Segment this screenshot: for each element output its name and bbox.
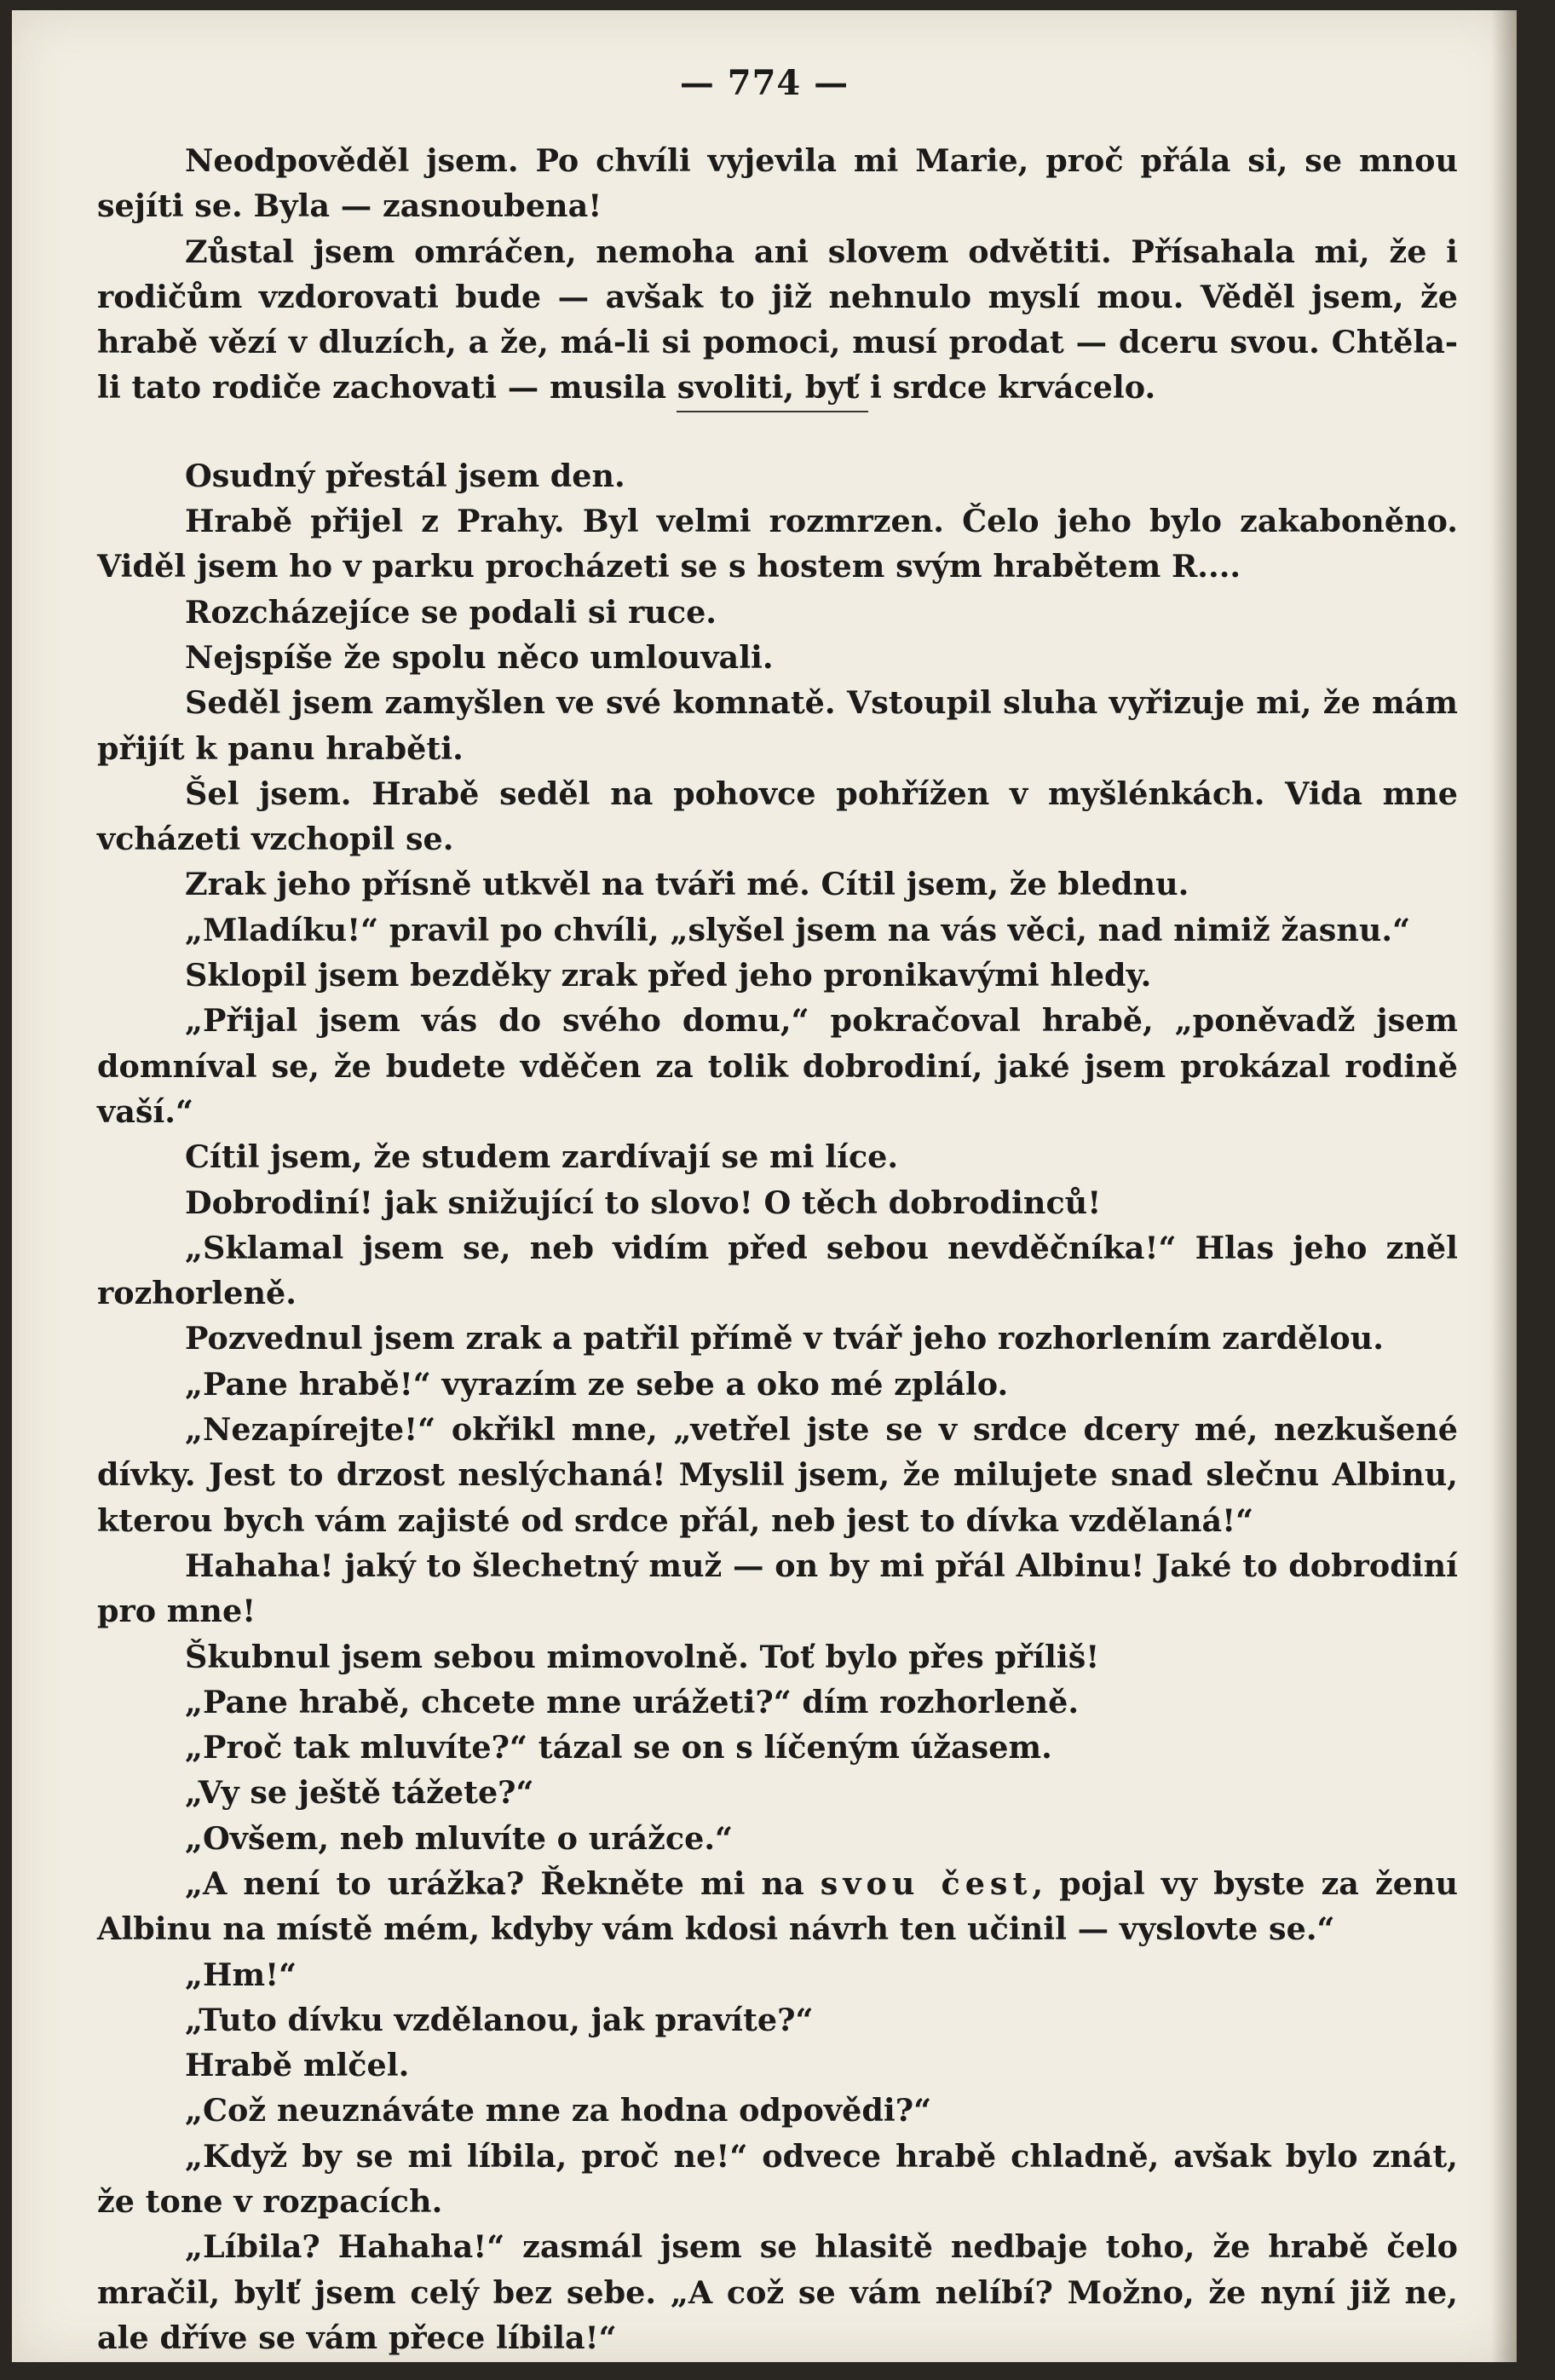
paragraph: „Nezapírejte!“ okřikl mne, „vetřel jste se v srdce dcery mé, nezkušené dívky. Jest to drzost neslýchaná! Myslil jsem, že milujete snad slečnu Albinu, kterou bych vám zajisté od srdce přál, neb jest to dívka vzdělaná!“ xyxy=(97,1411,1458,1539)
paragraph: Škubnul jsem sebou mimovolně. Toť bylo přes příliš! xyxy=(185,1638,1100,1675)
paragraph: Sklopil jsem bezděky zrak před jeho pronikavými hledy. xyxy=(185,957,1152,994)
paragraph: Zrak jeho přísně utkvěl na tváři mé. Cítil jsem, že blednu. xyxy=(185,866,1189,903)
section-divider xyxy=(677,411,868,412)
paragraph: „Přijal jsem vás do svého domu,“ pokračoval hrabě, „poněvadž jsem domníval se, že budete vděčen za tolik dobrodiní, jaké jsem prokázal rodině vaší.“ xyxy=(97,1002,1458,1130)
paragraph: Seděl jsem zamyšlen ve své komnatě. Vstoupil sluha vyřizuje mi, že mám přijít k panu hraběti. xyxy=(97,684,1458,767)
paragraph: Hrabě mlčel. xyxy=(185,2047,410,2084)
honor-text-after: , pojal vy byste za ženu Albinu na místě mém, kdyby vám kdosi návrh ten učinil — vyslovte se.“ xyxy=(97,1864,1459,1948)
paragraph: „Když by se mi líbila, proč ne!“ odvece hrabě chladně, avšak bylo znát, že tone v rozpacích. xyxy=(97,2137,1458,2221)
paragraph: Osudný přestál jsem den. xyxy=(185,457,625,494)
book-page xyxy=(12,10,1517,2362)
honor-text-before: „A není to urážka? Řekněte mi na xyxy=(185,1864,821,1902)
paragraph: Dobrodiní! jak snižující to slovo! O těch dobrodinců! xyxy=(185,1184,1102,1221)
paragraph: „Proč tak mluvíte?“ tázal se on s líčeným úžasem. xyxy=(185,1729,1052,1766)
paragraph: Nejspíše že spolu něco umlouvali. xyxy=(185,638,774,676)
paragraph: Cítil jsem, že studem zardívají se mi líce. xyxy=(185,1138,899,1176)
paragraph: „Tuto dívku vzdělanou, jak pravíte?“ xyxy=(185,2001,814,2038)
paragraph: Šel jsem. Hrabě seděl na pohovce pohřížen v myšlénkách. Vida mne vcházeti vzchopil se. xyxy=(97,775,1458,858)
paragraph: „Líbila? Hahaha!“ zasmál jsem se hlasitě nedbaje toho, že hrabě čelo mračil, bylť jsem celý bez sebe. „A což se vám nelíbí? Možno, že nyní již ne, ale dříve se vám přece líbila!“ xyxy=(97,2228,1458,2356)
paragraph: „Sklamal jsem se, neb vidím před sebou nevděčníka!“ Hlas jeho zněl rozhorleně. xyxy=(97,1229,1458,1312)
honor-text-spaced: svou čest xyxy=(820,1864,1033,1902)
paragraph: Rozcházejíce se podali si ruce. xyxy=(185,593,717,631)
paragraph-honor xyxy=(97,1861,1458,1952)
paragraph: „Vy se ještě tážete?“ xyxy=(185,1774,534,1812)
paragraph: Hrabě přijel z Prahy. Byl velmi rozmrzen. Čelo jeho bylo zakaboněno. Viděl jsem ho v parku procházeti se s hostem svým hrabětem R.... xyxy=(97,503,1458,585)
page-edge-shadow xyxy=(1491,10,1517,2362)
page-number: — 774 — xyxy=(679,63,849,103)
paragraph: Zůstal jsem omráčen, nemoha ani slovem odvětiti. Přísahala mi, že i rodičům vzdorovati bude — avšak to již nehnulo myslí mou. Věděl jsem, že hrabě vězí v dluzích, a že, má-li si pomoci, musí prodat — dceru svou. Chtěla-li tato rodiče zachovati — musila svoliti, byť i srdce krvácelo. xyxy=(97,233,1458,406)
paragraph: „Což neuznáváte mne za hodna odpovědi?“ xyxy=(185,2092,932,2129)
paragraph: „Ovšem, neb mluvíte o urážce.“ xyxy=(185,1819,734,1857)
paragraph: Hahaha! jaký to šlechetný muž — on by mi přál Albinu! Jaké to dobrodiní pro mne! xyxy=(97,1547,1458,1630)
paragraph: „Pane hrabě!“ vyrazím ze sebe a oko mé zplálo. xyxy=(185,1365,1009,1403)
paragraph: „Pane hrabě, chcete mne urážeti?“ dím rozhorleně. xyxy=(185,1683,1080,1720)
section-gap xyxy=(97,411,1458,453)
page-text xyxy=(97,138,1458,2360)
paragraph: „Mladíku!“ pravil po chvíli, „slyšel jsem na vás věci, nad nimiž žasnu.“ xyxy=(185,911,1411,948)
paragraph: „Hm!“ xyxy=(185,1956,297,1993)
paragraph: Pozvednul jsem zrak a patřil přímě v tvář jeho rozhorlením zardělou. xyxy=(185,1320,1384,1357)
paragraph: Neodpověděl jsem. Po chvíli vyjevila mi Marie, proč přála si, se mnou sejíti se. Byla — zasnoubena! xyxy=(97,142,1458,225)
